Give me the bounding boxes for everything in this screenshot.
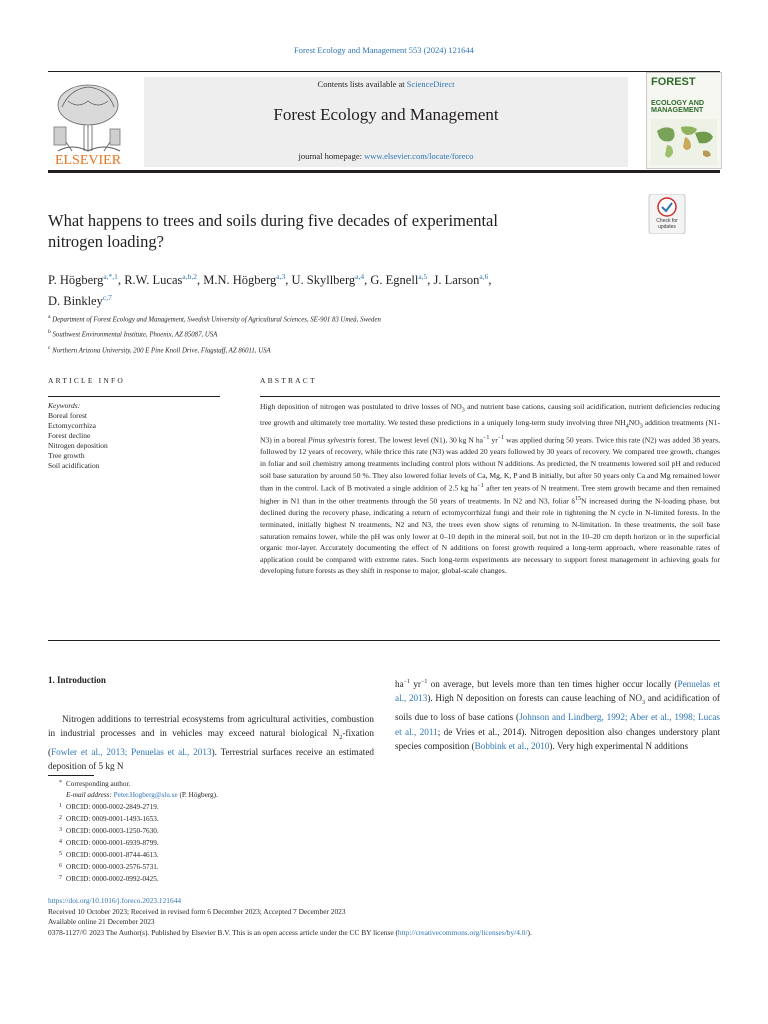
- masthead: [48, 71, 720, 175]
- keyword: Forest decline: [48, 431, 91, 440]
- citation-link[interactable]: Penuelas et al., 2013: [395, 679, 721, 704]
- title-line-1: What happens to trees and soils during five decades of experimental: [48, 211, 498, 230]
- footnote-email: E-mail address: Peter.Hogberg@slu.se (P. Högberg).: [66, 791, 218, 799]
- abstract-heading: ABSTRACT: [260, 376, 317, 385]
- author-marks: a,4: [355, 272, 365, 281]
- homepage-prefix: journal homepage:: [298, 151, 365, 161]
- journal-banner: [144, 77, 628, 167]
- footnote-orcid: 3 ORCID: 0000-0003-1250-7630.: [59, 827, 159, 835]
- affiliation: $^c$ Northern Arizona University, 200 E Pine Knoll Drive, Flagstaff, AZ 86011, USA: [48, 344, 271, 354]
- license-line: 0378-1127/© 2023 The Author(s). Published by Elsevier B.V. This is an open access article under the CC BY license (http://creativecommons.org/licenses/by/4.0/).: [48, 927, 532, 937]
- title-line-2: nitrogen loading?: [48, 232, 164, 251]
- contents-prefix: Contents lists available at: [317, 79, 407, 89]
- world-map-icon: [651, 119, 717, 165]
- cover-title-line-3: MANAGEMENT: [651, 105, 704, 114]
- sciencedirect-link[interactable]: ScienceDirect: [406, 79, 455, 89]
- author-marks: a,b,2: [182, 272, 197, 281]
- article-info-heading: ARTICLE INFO: [48, 376, 125, 385]
- masthead-bottom-rule: [48, 170, 720, 173]
- license-link[interactable]: http://creativecommons.org/licenses/by/4.0/: [397, 927, 528, 937]
- footnote-orcid: 5 ORCID: 0000-0001-8744-4613.: [59, 851, 159, 859]
- check-updates-label-1: Check for: [656, 218, 678, 224]
- author[interactable]: R.W. Lucas$^{a,b,2}$: [124, 272, 197, 288]
- author-list: P. Högberg$^{a,*,1}$, R.W. Lucas$^{a,b,2}$, M.N. Högberg$^{a,3}$, U. Skyllberg$^{a,4}$, G. Egnell$^{a,5}$, J. Larson$^{a,6}$, D. Binkley$^{c,7}$: [48, 272, 492, 309]
- check-for-updates-badge[interactable]: [645, 194, 689, 234]
- footnote-rule: [48, 775, 94, 776]
- citation-link[interactable]: Bobbink et al., 2010: [474, 740, 550, 751]
- keywords-block: [48, 401, 220, 471]
- homepage-line: [144, 151, 628, 161]
- cover-title-line-2: ECOLOGY AND: [651, 98, 705, 107]
- elsevier-logo[interactable]: [48, 79, 128, 167]
- footnote-orcid: 2 ORCID: 0009-0001-1493-1653.: [59, 815, 159, 823]
- article-title: [48, 210, 608, 252]
- affiliations: [48, 311, 708, 357]
- homepage-link[interactable]: www.elsevier.com/locate/foreco: [364, 151, 474, 161]
- keyword: Soil acidification: [48, 461, 100, 470]
- keyword: Boreal forest: [48, 411, 87, 420]
- doi-link[interactable]: https://doi.org/10.1016/j.foreco.2023.121644: [48, 896, 182, 905]
- cover-subtitle: [651, 99, 704, 113]
- footnote-orcid: 4 ORCID: 0000-0001-6939-8799.: [59, 839, 159, 847]
- author[interactable]: U. Skyllberg$^{a,4}$: [291, 272, 365, 288]
- elsevier-wordmark: ELSEVIER: [54, 153, 122, 167]
- masthead-top-rule: [48, 71, 720, 72]
- abstract-bottom-rule: [48, 640, 720, 641]
- keywords-label: Keywords:: [48, 401, 81, 410]
- author-marks: c,7: [102, 293, 112, 303]
- author[interactable]: D. Binkley$^{c,7}$: [48, 293, 112, 309]
- received-dates: Received 10 October 2023; Received in revised form 6 December 2023; Accepted 7 December 2023: [48, 906, 346, 916]
- author-marks: a,6: [479, 272, 489, 281]
- article-metadata: [48, 896, 728, 938]
- email-link[interactable]: Peter.Hogberg@slu.se: [113, 791, 178, 799]
- cover-title: [651, 77, 696, 87]
- author-marks: a,3: [276, 272, 286, 281]
- author-marks: a,5: [418, 272, 428, 281]
- author[interactable]: M.N. Högberg$^{a,3}$: [203, 272, 286, 288]
- author[interactable]: J. Larson$^{a,6}$: [433, 272, 489, 288]
- intro-paragraph-right: $ha^{-1}$ $yr^{-1}$ on average, but levels more than ten times higher occur locally (Penuelas et al., 2013). High N deposition on forests can cause leaching of $NO_3$ and acidification of soils due to loss of base cations (Johnson and Lindberg, 1992; Aber et al., 1998; Lucas et al., 2011; de Vries et al., 2014). Nitrogen deposition also changes understory plant species composition (Bobbink et al., 2010). Very high experimental N additions: [395, 679, 721, 751]
- available-online-date: Available online 21 December 2023: [48, 917, 155, 927]
- journal-reference[interactable]: Forest Ecology and Management 553 (2024) 121644: [294, 45, 474, 55]
- affiliation: $^a$ Department of Forest Ecology and Management, Swedish University of Agricultural Sciences, SE-901 83 Umeå, Sweden: [48, 314, 381, 324]
- intro-paragraph-left: Nitrogen additions to terrestrial ecosystems from agricultural activities, combustion in industrial processes and in vehicles may exceed natural biological $N_2$-fixation (Fowler et al., 2013; Penuelas et al., 2013). Terrestrial surfaces receive an estimated deposition of 5 kg N: [48, 714, 374, 772]
- contents-line: [144, 79, 628, 89]
- journal-title: Forest Ecology and Management: [273, 105, 499, 124]
- author[interactable]: P. Högberg$^{a,*,1}$: [48, 272, 118, 288]
- keyword: Nitrogen deposition: [48, 441, 108, 450]
- affiliation: $^b$ Southwest Environmental Institute, Phoenix, AZ 85087, USA: [48, 329, 218, 339]
- footnote-orcid: 7 ORCID: 0000-0002-0992-0425.: [59, 875, 159, 883]
- citation-link[interactable]: Fowler et al., 2013; Penuelas et al., 2013: [51, 747, 212, 758]
- footnote-orcid: 6 ORCID: 0000-0003-2576-5731.: [59, 863, 159, 871]
- citation-link[interactable]: Johnson and Lindberg, 1992; Aber et al., 1998; Lucas et al., 2011: [395, 712, 721, 737]
- footnote-orcid: 1 ORCID: 0000-0002-2849-2719.: [59, 803, 159, 811]
- author-marks: a,*,1: [103, 272, 118, 281]
- section-heading-introduction: 1. Introduction: [48, 675, 106, 685]
- keyword: Ectomycorrhiza: [48, 421, 96, 430]
- keyword: Tree growth: [48, 451, 85, 460]
- check-updates-label-2: updates: [658, 224, 676, 230]
- cover-title-line-1: FOREST: [651, 76, 696, 88]
- journal-cover[interactable]: [646, 72, 722, 169]
- abstract-rule: [260, 396, 720, 397]
- footnote-corresponding: * Corresponding author.: [59, 780, 131, 788]
- footnotes: [48, 778, 448, 885]
- author[interactable]: G. Egnell$^{a,5}$: [370, 272, 428, 288]
- article-info-rule: [48, 396, 220, 397]
- abstract-text: High deposition of nitrogen was postulated to drive losses of $NO_3$ and nutrient base cations, causing soil acidification, nutrient deficiencies reducing tree growth and ultimately tree mortality. We tested these predictions in a uniquely long-term study involving three $NH_4NO_3$ addition treatments (N1-N3) in a boreal Pinus sylvestris forest. The lowest level (N1), 30 kg N $ha^{-1}$ $yr^{-1}$ was applied during 50 years. Twice this rate (N2) was added 38 years, followed by 12 years of recovery, while thrice this rate (N3) was added 20 years followed by 30 years of recovery. We compared tree growth, changes in foliar and soil chemistry among treatments including control plots without N additions. As predicted, the N treatments lowered soil pH and reduced soil base saturation by around 50 %. They also lowered foliar levels of Ca, Mg, K, P and B initially, but after 50 years only Ca and Mg remained lower than in the control. Lack of B motivated a single addition of 2.5 kg $ha^{-1}$ after ten years of N treatment. Tree stem growth became and then remained higher in N1 than in the other treatments through the 50 years of treatments. In N2 and N3, foliar $\delta^{15}N$ increased during the N-loading phase, but declined during the recovery phase, indicating a return of ectomycorrhizal fungi and their role in tightening the N cycle in N-limited forests. In the terminated, initially highest N treatments, N2 and N3, the trees even show signs of returning to N-limitation. In these treatments, the soil base saturation remains lower, while the pH was only lower at 0–10 depth in the mineral soil, but not in the 10–20 cm depth horizon or in the superficial organic mor-layer. Accurately documenting the effect of N additions on forest growth required a long-term approach, where reasonable rates of application could be compared with extreme rates. Such long-term experiments are necessary to support forest management in achieving goals for developing future forests as they shift in response to major, global-scale changes.: [260, 402, 721, 576]
